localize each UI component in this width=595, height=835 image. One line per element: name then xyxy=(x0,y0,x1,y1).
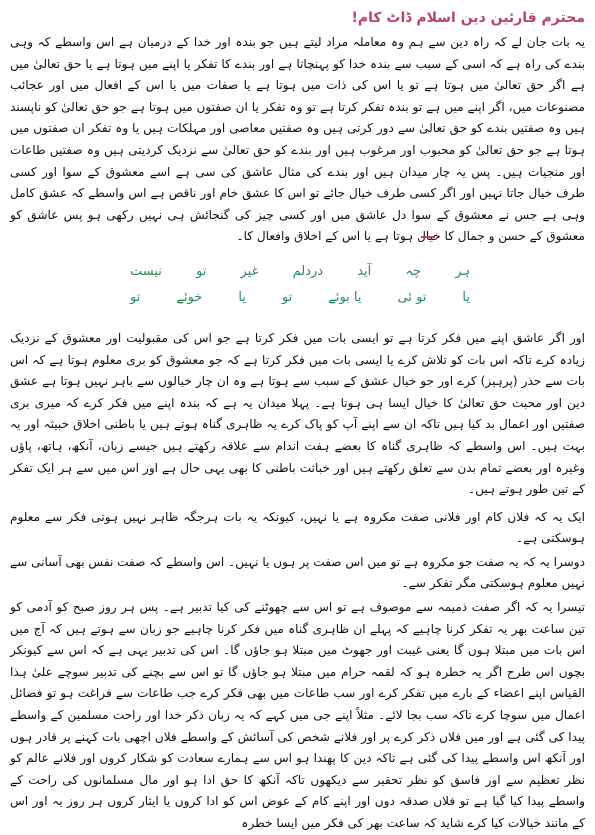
verse-line-1 xyxy=(130,264,470,279)
verse-word: خوئے xyxy=(176,289,203,305)
decorative-dash xyxy=(421,236,435,238)
verse-word: آید xyxy=(357,263,372,279)
intro-paragraph: یہ بات جان لے کہ راہ دین سے ہم وہ معاملہ مراد لیتے ہیں جو بندہ اور خدا کے درمیان ہے اس واسطے کہ وہی بندے کی راہ ہے کہ اسی کے سبب سے بندہ خدا کو پہنچاتا ہے اور بندے کا تفکر یا اپنے میں ہوتا ہے یا حق تعالیٰ میں ہے اگر حق تعالیٰ میں ہوتا ہے تو یا اس کی ذات میں ہوتا ہے یا صفات میں یا اس کے افعال میں اور عجائب مصنوعات میں، اگر اپنے میں ہے تو بندہ تفکر کرتا ہے تو وہ تفکر یا ان صفتوں میں ہوتا ہے جو حق تعالیٰ کو ناپسند ہیں وہ صفتیں بندے کو حق تعالیٰ سے دور کرتی ہیں وہ صفتیں معاصی اور مہلکات ہیں یا وہ تفکر ان صفتوں میں ہوتا ہے جو حق تعالیٰ کو محبوب اور مرغوب ہیں اور بندے کو حق تعالیٰ سے نزدیک کردیتی ہیں وہ صفتیں طاعات اور منجیات ہیں۔ پس یہ چار میدان ہیں اور بندے کی مثال عاشق کی سی ہے اسے معشوق کے سوا اور کسی طرف خیال جاتا نہیں اور اگر کسی طرف خیال جائے تو اس کا عشق خام اور ناقص ہے اس واسطے کہ عشق کامل وہی ہے جس نے معشوق کے سوا دل عاشق میں اور کسی چیز کی گنجائش ہی نہیں رکھی ہو پس عاشق کو معشوق کے حسن و جمال کا خیال ہوتا ہے یا اس کے اخلاق وافعال کا۔ xyxy=(10,35,585,244)
verse-word: تو xyxy=(130,289,141,305)
verse-word: دردلم xyxy=(292,263,324,279)
verse-word: ہر xyxy=(455,263,470,279)
verse-word: تو ئی xyxy=(397,289,427,305)
verse-word: یا xyxy=(238,289,246,305)
verse-word: تو xyxy=(196,263,207,279)
verse-line-2 xyxy=(130,290,470,305)
persian-verse xyxy=(10,262,585,320)
body-paragraph-4: تیسرا یہ کہ اگر صفت ذمیمہ سے موصوف ہے تو اس سے چھوٹنے کی کیا تدبیر ہے۔ پس ہر روز صبح کو آدمی کو تین ساعت بھر یہ تفکر کرنا چاہیے کہ پہلے ان ظاہری گناہ میں فکر کرنا چاہیے جو زبان سے ہوتے ہیں کہ آج میں اس بات میں مبتلا ہوں گا یعنی غیبت اور جھوٹ میں مبتلا ہو جاؤں گا۔ اس کی تدبیر یہی ہے کہ اس سے کیونکر بچوں اس طرح اگر یہ خطرہ ہو کہ لقمہ حرام میں مبتلا ہو جاؤں گا تو اس سے بچنے کی تدبیر سوچے علیٰ ہذا القیاس اپنے اعضاء کے بارے میں تفکر کرے اور سب طاعات میں بھی فکر کرے جب طاعات سے فراغت ہو تو فضائل اعمال میں سوچا کرے تاکہ سب بجا لائے۔ مثلاً اپنے جی میں کہے کہ یہ زبان ذکر خدا اور راحت مسلمین کے واسطے پیدا کی گئی ہے اور میں فلاں ذکر کرے پر اور فلانے شخص کی آسائش کے واسطے فلاں اچھی بات کہنے پر قادر ہوں اور آنکھ اس واسطے پیدا کی گئی ہے تاکہ دین کا پھندا ہو اس سے ہمارے سعادت کو شکار کروں اور فلانے عالم کو نظر تعظیم سے اور فاسق کو نظر تحقیر سے دیکھوں تاکہ آنکھ کا حق ادا ہو اور مال مسلمانوں کی راحت کے واسطے پیدا کیا گیا ہے تو فلاں صدقہ دوں اور اپنے کام کے عوض اس کو ادا کروں یا ایثار کروں ہر روز یہ اور اس کے مانند خیالات کیا کرے شاید کہ ساعت بھر کی فکر میں ایسا خطرہ xyxy=(10,600,585,830)
verse-word: یا xyxy=(462,289,470,305)
verse-word: غیر xyxy=(240,263,259,279)
body-paragraph-2: ایک یہ کہ فلاں کام اور فلانی صفت مکروہ ہے یا نہیں، کیونکہ یہ بات ہرجگہ ظاہر نہیں ہوتی فکر سے معلوم ہوسکتی ہے۔ xyxy=(10,509,585,546)
body-paragraph-1: اور اگر عاشق اپنے میں فکر کرتا ہے تو ایسی بات میں فکر کرتا ہے جو اس کی مقبولیت اور معشوق کے نزدیک زیادہ کرے تاکہ اس بات کو تلاش کرے یا ایسی بات میں فکر کرتا ہے کہ جو معشوق کو بری معلوم ہوتا ہے کہ اس بات سے حذر (پرہیز) کرے اور جو خیال عشق کے سبب سے ہوتا ہے وہ ان چار خیالوں سے باہر نہیں ہوتا ہے عشق دین اور محبت حق تعالیٰ کا خیال ایسا ہی ہوتا ہے۔ پہلا میدان یہ ہے کہ بندہ اپنے میں فکر کرے کہ میری بری صفتیں اور اعمال بد کیا ہیں تاکہ ان سے اپنے آپ کو پاک کرے یہ ظاہری گناہ ہوتے ہیں یا باطنی اخلاق خبیثہ اور یہ بہت ہیں۔ اس واسطے کہ ظاہری گناہ کا بعضے ہفت اندام سے علاقہ رکھتے ہیں جیسے زبان، آنکھ، ہاتھ، پاؤں وغیرہ اور بعضے تمام بدن سے تعلق رکھتے ہیں اور خباثت باطنی کا بھی یہی حال ہے اور اس میں سے ہر ایک تفکر کے تین طور ہوتے ہیں۔ xyxy=(10,330,585,497)
body-paragraph-3: دوسرا یہ کہ یہ صفت جو مکروہ ہے تو میں اس صفت پر ہوں یا نہیں۔ اس واسطے کہ صفت نفس بھی آسانی سے نہیں معلوم ہوسکتی مگر تفکر سے۔ xyxy=(10,554,585,591)
verse-word: تو xyxy=(281,289,293,305)
verse-word: یا بوئے xyxy=(328,289,362,305)
verse-word: چہ xyxy=(405,263,422,279)
verse-word: نیست xyxy=(130,263,162,279)
page-heading: محترم قارئین دین اسلام ڈاٹ کام! xyxy=(351,10,585,26)
